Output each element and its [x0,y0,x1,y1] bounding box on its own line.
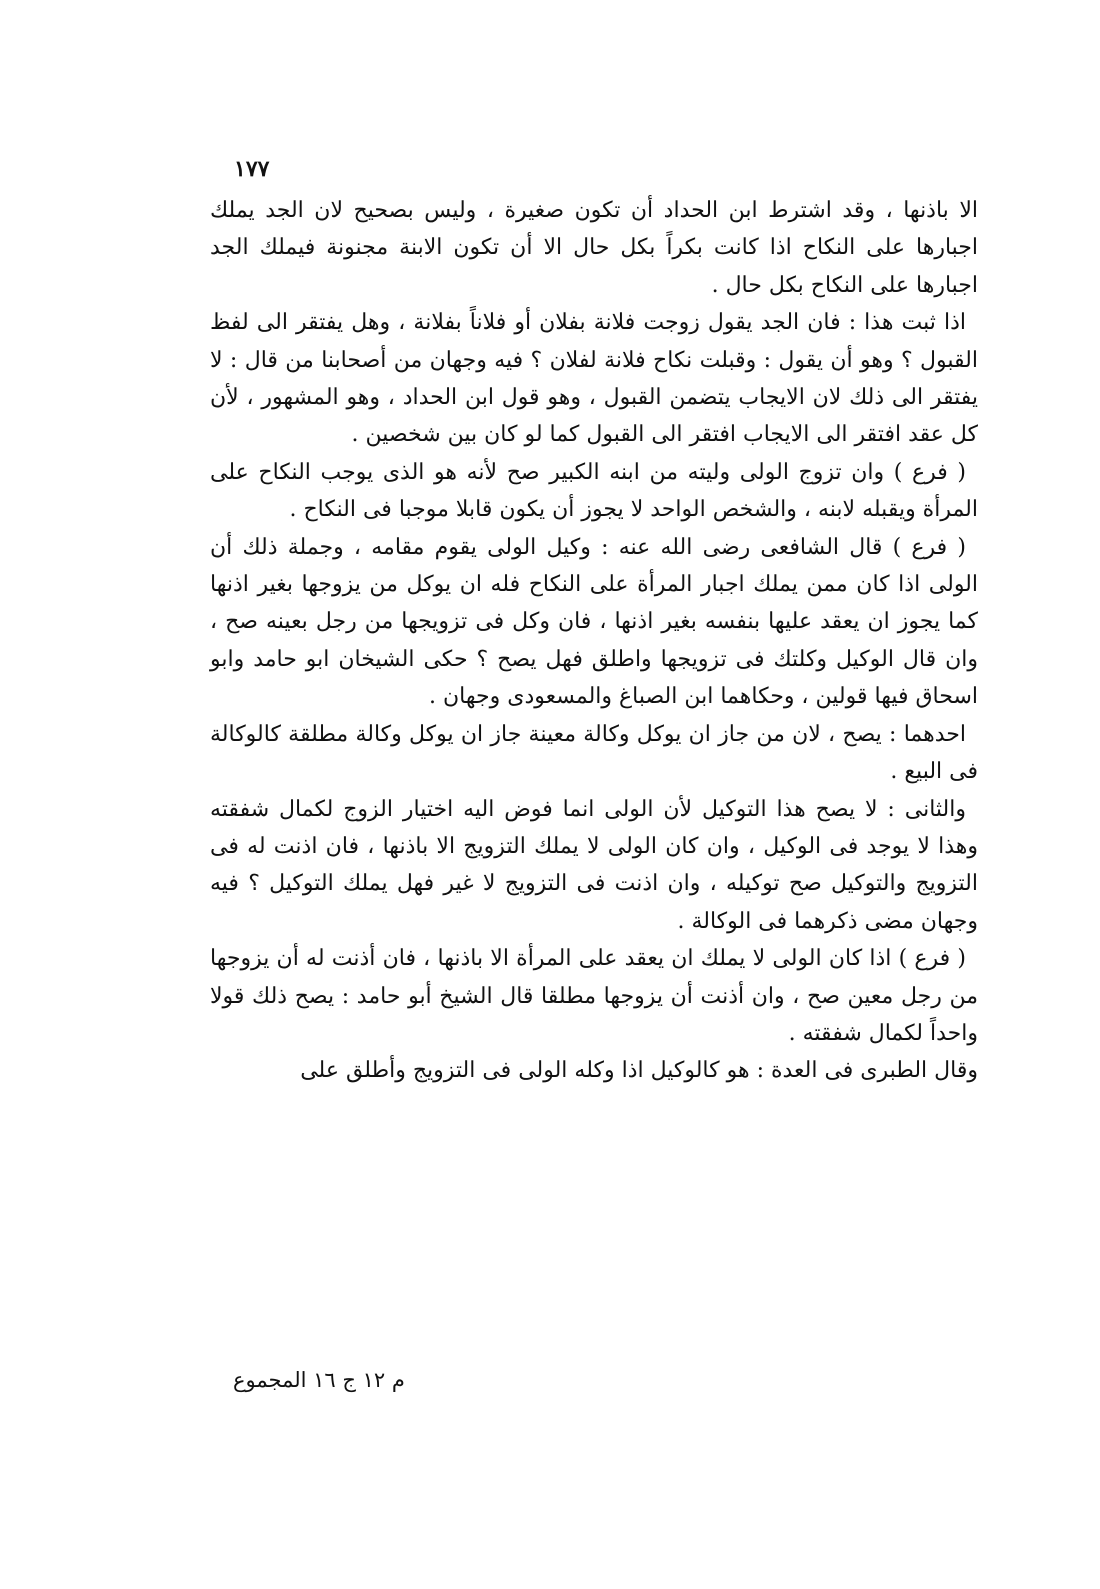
paragraph-8: وقال الطبرى فى العدة : هو كالوكيل اذا وكله الولى فى التزويج وأطلق على [300,1058,978,1084]
paragraph-2: اذا ثبت هذا : فان الجد يقول زوجت فلانة بفلان أو فلاناً بفلانة ، وهل يفتقر الى لفظ القبول ؟ وهو أن يقول : وقبلت نكاح فلانة لفلان ؟ فيه وجهان من أصحابنا من قال : لا يفتقر الى ذلك لان الايجاب يتضمن القبول ، وهو قول ابن الحداد ، وهو المشهور ، لأن كل عقد افتقر الى الايجاب افتقر الى القبول كما لو كان بين شخصين . [210,310,978,448]
paragraph-4: ( فرع ) قال الشافعى رضى الله عنه : وكيل الولى يقوم مقامه ، وجملة ذلك أن الولى اذا كان ممن يملك اجبار المرأة على النكاح فله ان يوكل من يزوجها بغير اذنها كما يجوز ان يعقد عليها بنفسه بغير اذنها ، فان وكل فى تزويجها من رجل بعينه صح ، وان قال الوكيل وكلتك فى تزويجها واطلق فهل يصح ؟ حكى الشيخان ابو حامد وابو اسحاق فيها قولين ، وحكاهما ابن الصباغ والمسعودى وجهان . [210,534,978,710]
body-text [210,192,978,1090]
paragraph-7: ( فرع ) اذا كان الولى لا يملك ان يعقد على المرأة الا باذنها ، فان أذنت له أن يزوجها من رجل معين صح ، وان أذنت أن يزوجها مطلقا قال الشيخ أبو حامد : يصح ذلك قولا واحداً لكمال شفقته . [210,946,978,1046]
page-number: ١٧٧ [234,156,270,182]
paragraph-3: ( فرع ) وان تزوج الولى وليته من ابنه الكبير صح لأنه هو الذى يوجب النكاح على المرأة ويقبله لابنه ، والشخص الواحد لا يجوز أن يكون قابلا موجبا فى النكاح . [210,459,978,523]
footer-signature: م ١٢ ج ١٦ المجموع [233,1368,405,1392]
paragraph-1: الا باذنها ، وقد اشترط ابن الحداد أن تكون صغيرة ، وليس بصحيح لان الجد يملك اجبارها على النكاح اذا كانت بكراً بكل حال الا أن تكون الابنة مجنونة فيملك الجد اجبارها على النكاح بكل حال . [210,198,978,298]
paragraph-6: والثانى : لا يصح هذا التوكيل لأن الولى انما فوض اليه اختيار الزوج لكمال شفقته وهذا لا يوجد فى الوكيل ، وان كان الولى لا يملك التزويج الا باذنها ، فان اذنت له فى التزويج والتوكيل صح توكيله ، وان اذنت فى التزويج لا غير فهل يملك التوكيل ؟ فيه وجهان مضى ذكرهما فى الوكالة . [210,796,978,934]
paragraph-5: احدهما : يصح ، لان من جاز ان يوكل وكالة معينة جاز ان يوكل وكالة مطلقة كالوكالة فى البيع . [210,721,978,785]
